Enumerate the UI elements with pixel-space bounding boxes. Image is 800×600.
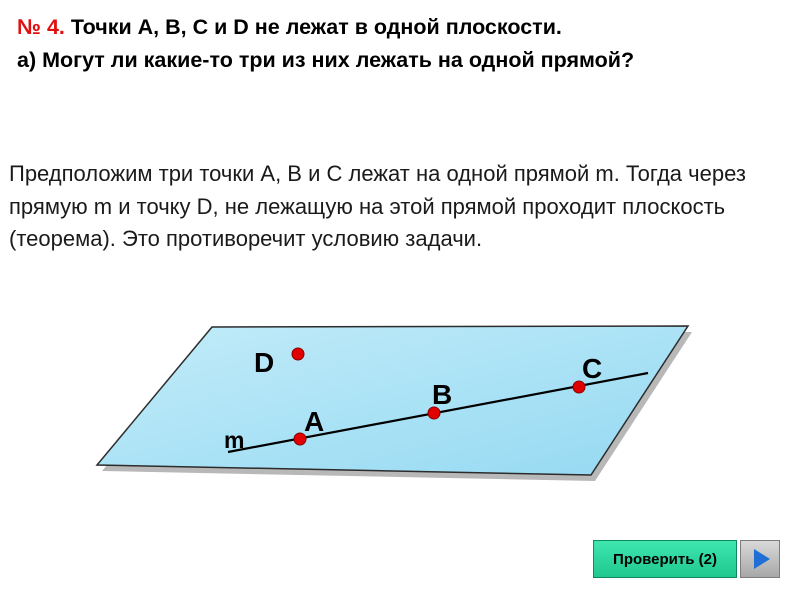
arrow-right-icon — [754, 549, 770, 569]
point-c-label: C — [582, 353, 603, 384]
next-button[interactable] — [740, 540, 780, 578]
problem-statement-text: Точки A, B, C и D не лежат в одной плоскости. — [64, 15, 562, 39]
line-m-label: m — [224, 427, 245, 453]
problem-question: а) Могут ли какие-то три из них лежать на одной прямой? — [17, 48, 635, 72]
point-a-label: A — [304, 406, 325, 437]
point-d-label: D — [254, 347, 275, 378]
check-button-label: Проверить (2) — [613, 550, 717, 568]
point-d — [292, 348, 304, 360]
check-button[interactable] — [593, 540, 737, 578]
point-b-label: B — [432, 379, 453, 410]
problem-number: № 4. — [17, 15, 65, 39]
solution-text: Предположим три точки A, B и C лежат на одной прямой m. Тогда через прямую m и точку D, не лежащую на этой прямой проходит плоскость (теорема). Это противоречит условию задачи. — [9, 161, 746, 251]
plane — [97, 326, 688, 475]
